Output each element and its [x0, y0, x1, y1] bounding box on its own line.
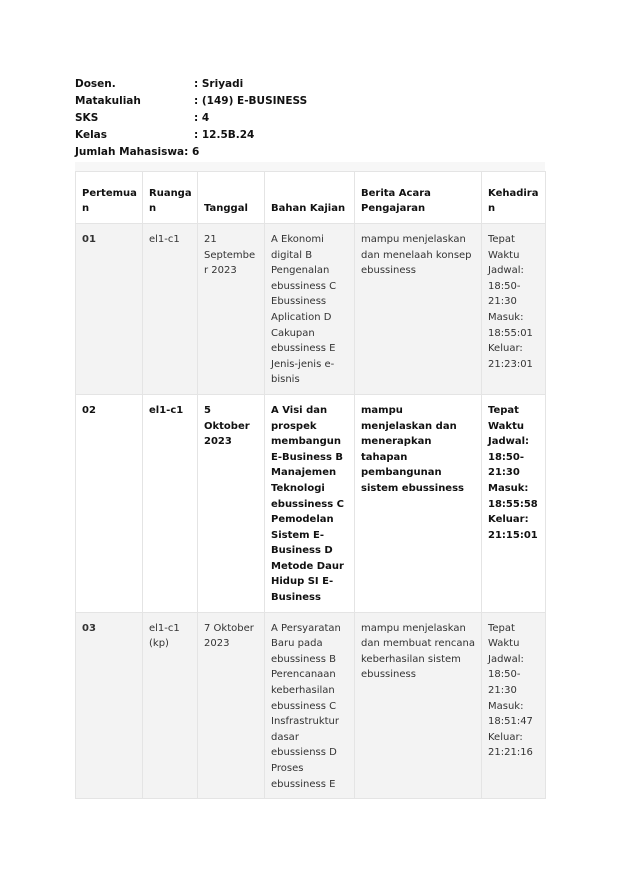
- header-kehadiran: Kehadiran: [482, 172, 546, 224]
- info-value: : 6: [184, 146, 200, 158]
- header-bahan-kajian: Bahan Kajian: [265, 172, 355, 224]
- info-row-kelas: [75, 127, 307, 144]
- info-label: Jumlah Mahasiswa: [75, 146, 185, 158]
- table-row: [76, 394, 546, 612]
- info-value: : (149) E-BUSINESS: [194, 95, 308, 107]
- header-ruangan: Ruangan: [143, 172, 198, 224]
- cell-berita-acara: mampu menjelaskan dan menelaah konsep ebussiness: [355, 224, 482, 395]
- info-label: SKS: [75, 112, 99, 124]
- info-label: Dosen.: [75, 78, 116, 90]
- cell-bahan-kajian: A Persyaratan Baru pada ebussiness B Perencanaan keberhasilan ebussiness C Insfrastruktur dasar ebussienss D Proses ebussiness E: [265, 612, 355, 799]
- info-label: Kelas: [75, 129, 108, 141]
- cell-berita-acara: mampu menjelaskan dan membuat rencana keberhasilan sistem ebussiness: [355, 612, 482, 799]
- info-value: : 12.5B.24: [194, 129, 255, 141]
- info-row-dosen: [75, 76, 307, 93]
- cell-bahan-kajian: A Ekonomi digital B Pengenalan ebussiness C Ebussiness Aplication D Cakupan ebussiness E Jenis-jenis e-bisnis: [265, 224, 355, 395]
- table-row: [76, 224, 546, 395]
- info-row-matakuliah: [75, 93, 307, 110]
- header-pertemuan: Pertemuan: [76, 172, 143, 224]
- cell-tanggal: 5 Oktober 2023: [198, 394, 265, 612]
- info-row-sks: [75, 110, 307, 127]
- cell-bahan-kajian: A Visi dan prospek membangun E-Business B Manajemen Teknologi ebussiness C Pemodelan Sistem E-Business D Metode Daur Hidup SI E-Business: [265, 394, 355, 612]
- cell-tanggal: 21 September 2023: [198, 224, 265, 395]
- cell-kehadiran: Tepat Waktu Jadwal: 18:50-21:30 Masuk: 18:55:01 Keluar: 21:23:01: [482, 224, 546, 395]
- info-row-jumlah-mahasiswa: [75, 144, 307, 161]
- table-top-strip: [75, 162, 545, 171]
- cell-ruangan: el1-c1: [143, 224, 198, 395]
- cell-pertemuan: 01: [76, 224, 143, 395]
- header-tanggal: Tanggal: [198, 172, 265, 224]
- header-berita-acara: Berita Acara Pengajaran: [355, 172, 482, 224]
- table-row: [76, 612, 546, 799]
- table-header-row: [76, 172, 546, 224]
- cell-pertemuan: 02: [76, 394, 143, 612]
- cell-berita-acara: mampu menjelaskan dan menerapkan tahapan pembangunan sistem ebussiness: [355, 394, 482, 612]
- cell-kehadiran: Tepat Waktu Jadwal: 18:50-21:30 Masuk: 18:55:58 Keluar: 21:15:01: [482, 394, 546, 612]
- info-label: Matakuliah: [75, 95, 141, 107]
- cell-ruangan: el1-c1: [143, 394, 198, 612]
- cell-pertemuan: 03: [76, 612, 143, 799]
- info-value: : Sriyadi: [194, 78, 244, 90]
- attendance-table: [75, 171, 546, 799]
- cell-ruangan: el1-c1 (kp): [143, 612, 198, 799]
- cell-tanggal: 7 Oktober 2023: [198, 612, 265, 799]
- course-info: [75, 76, 307, 161]
- cell-kehadiran: Tepat Waktu Jadwal: 18:50-21:30 Masuk: 18:51:47 Keluar: 21:21:16: [482, 612, 546, 799]
- info-value: : 4: [194, 112, 210, 124]
